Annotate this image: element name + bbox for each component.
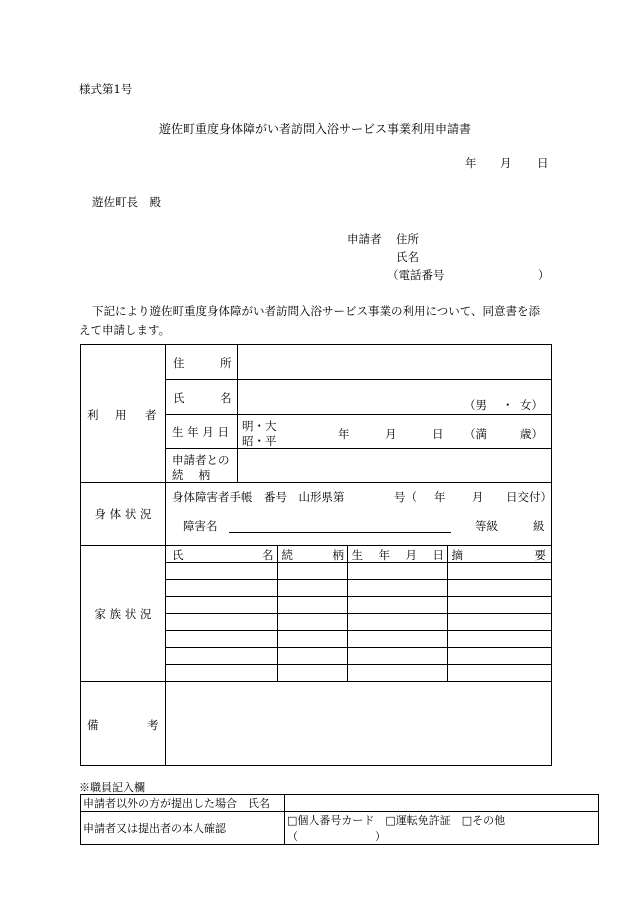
name-label-char1: 氏	[173, 391, 185, 405]
body-status-row	[81, 483, 552, 546]
family-row[interactable]	[166, 648, 551, 665]
family-header-birth-char1: 生	[351, 548, 363, 562]
birth-month-label: 月	[385, 426, 397, 441]
user-category-char3: 者	[145, 407, 157, 422]
family-category: 家 族 状 況	[94, 606, 152, 621]
family-header-birth-char2: 年	[378, 548, 390, 562]
family-row[interactable]	[166, 563, 551, 580]
name-label-char2: 名	[220, 391, 232, 405]
date-day-label: 日	[537, 156, 549, 170]
user-relation-field[interactable]	[238, 449, 552, 483]
family-header-relation-char1: 続	[281, 548, 293, 562]
user-relation-label-cell	[166, 449, 238, 483]
family-row[interactable]	[166, 597, 551, 614]
body-text-line2: えて申請します。	[79, 323, 171, 337]
staff-section-heading: ※職員記入欄	[79, 781, 145, 794]
family-header-remarks-char1: 摘	[451, 548, 463, 562]
user-address-row	[81, 345, 552, 380]
sex-open: （男	[464, 398, 487, 412]
grade-label: 等級	[475, 519, 498, 533]
birth-day-label: 日	[432, 426, 444, 441]
age-open: （満	[464, 426, 487, 441]
disability-name-label: 障害名	[183, 519, 218, 533]
body-text-line1: 下記により遊佐町重度身体障がい者訪問入浴サービス事業の利用について、同意書を添	[92, 304, 541, 318]
handbook-label: 身体障害者手帳 番号 山形県第	[172, 490, 345, 504]
family-header-remarks	[447, 546, 551, 563]
issue-year: 年	[434, 490, 446, 504]
user-category-cell	[81, 345, 166, 483]
address-label-char1: 住	[173, 356, 185, 370]
application-table	[80, 344, 552, 766]
applicant-address-label: 住所	[396, 232, 419, 246]
family-table	[166, 546, 551, 681]
body-category-cell	[81, 483, 166, 546]
user-category-char2: 用	[115, 407, 127, 422]
staff-row-submitter	[81, 795, 599, 812]
sex-dot: ・	[502, 398, 514, 412]
family-header-name	[166, 546, 277, 563]
addressee: 遊佐町長 殿	[92, 195, 161, 209]
era-line1: 明・大	[242, 418, 277, 433]
relation-label-line1: 申請者との	[172, 452, 230, 467]
user-address-label-cell	[166, 345, 238, 380]
remarks-field[interactable]	[166, 682, 552, 766]
relation-label-line2: 続 柄	[172, 467, 211, 482]
applicant-name-label: 氏名	[396, 250, 419, 264]
family-header-birth	[347, 546, 447, 563]
remarks-category-char1: 備	[87, 717, 99, 732]
user-category-char1: 利	[87, 407, 99, 422]
applicant-phone-close: ）	[538, 268, 550, 282]
applicant-label: 申請者	[347, 232, 382, 246]
age-close: 歳）	[520, 426, 543, 441]
issue-day: 日交付）	[506, 490, 552, 504]
family-header-relation-char2: 柄	[332, 548, 344, 562]
birth-label: 生 年 月 日	[172, 424, 229, 439]
date-year-label: 年	[465, 156, 477, 170]
family-header-relation	[277, 546, 347, 563]
remarks-category-cell	[81, 682, 166, 766]
user-birth-field[interactable]	[238, 415, 552, 449]
remarks-row	[81, 682, 552, 766]
family-header-row	[166, 546, 551, 563]
family-status-row	[81, 546, 552, 682]
issue-month: 月	[472, 490, 484, 504]
family-row[interactable]	[166, 580, 551, 597]
staff-identity-options[interactable]: □個人番号カード □運転免許証 □その他（ ）	[285, 812, 599, 845]
user-name-field[interactable]	[238, 380, 552, 415]
family-header-birth-char3: 月	[405, 548, 417, 562]
staff-submitter-field[interactable]	[285, 795, 599, 812]
staff-submitter-label: 申請者以外の方が提出した場合 氏名	[81, 795, 285, 812]
family-header-name-char2: 名	[262, 548, 274, 562]
family-row[interactable]	[166, 665, 551, 682]
birth-year-label: 年	[338, 426, 350, 441]
era-line2: 昭・平	[242, 433, 277, 448]
body-category: 身 体 状 況	[94, 507, 152, 521]
page-title: 遊佐町重度身体障がい者訪問入浴サービス事業利用申請書	[159, 122, 472, 136]
user-name-label-cell	[166, 380, 238, 415]
applicant-phone-label: （電話番号	[387, 268, 445, 282]
issue-open: 号（	[394, 490, 417, 504]
staff-identity-label: 申請者又は提出者の本人確認	[81, 812, 285, 845]
user-address-field[interactable]	[238, 345, 552, 380]
family-row[interactable]	[166, 631, 551, 648]
user-birth-label-cell	[166, 415, 238, 449]
address-label-char2: 所	[220, 356, 232, 370]
staff-table	[80, 794, 599, 845]
family-header-name-char1: 氏	[172, 548, 184, 562]
sex-close: 女）	[520, 398, 543, 412]
body-status-field	[166, 483, 552, 546]
disability-name-line[interactable]	[229, 532, 451, 533]
remarks-category-char2: 考	[147, 717, 159, 732]
family-table-cell	[166, 546, 552, 682]
family-header-birth-char4: 日	[432, 548, 444, 562]
family-category-cell	[81, 546, 166, 682]
staff-row-identity	[81, 812, 599, 845]
family-header-remarks-char2: 要	[534, 548, 546, 562]
form-number: 様式第1号	[79, 82, 133, 96]
family-row[interactable]	[166, 614, 551, 631]
date-month-label: 月	[500, 156, 512, 170]
grade-unit: 級	[533, 519, 545, 533]
